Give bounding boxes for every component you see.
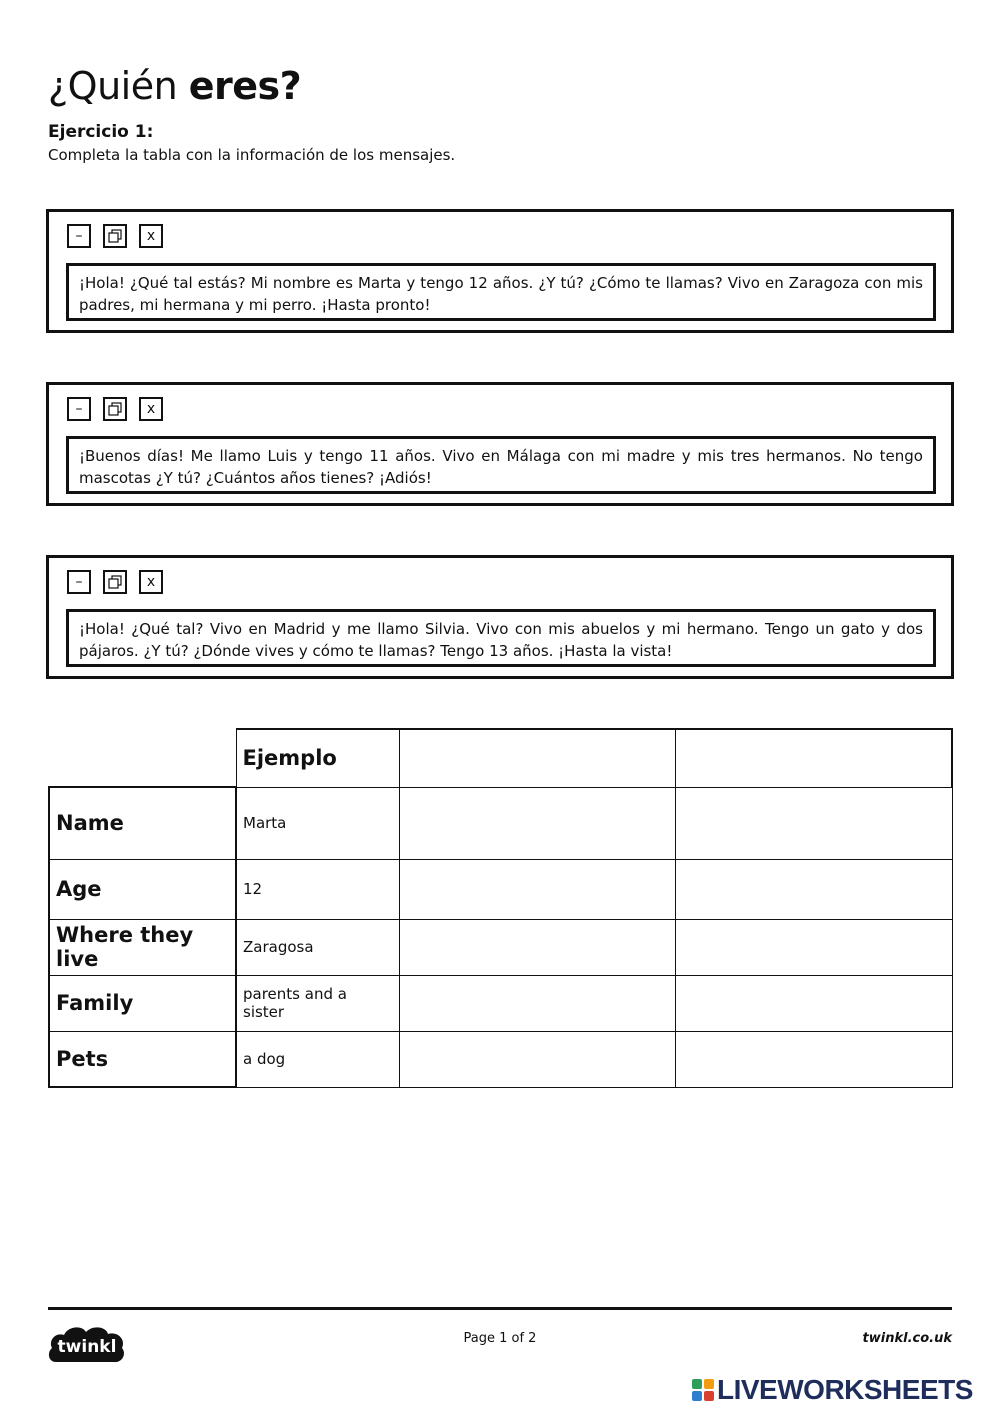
message-window-1 xyxy=(46,209,954,333)
answer-cell-where-1[interactable] xyxy=(399,919,675,975)
window-controls xyxy=(67,397,163,421)
answer-cell-name-2[interactable] xyxy=(675,787,952,859)
footer-divider xyxy=(48,1307,952,1310)
row-label-pets: Pets xyxy=(49,1031,236,1087)
page-number: Page 1 of 2 xyxy=(463,1331,537,1346)
example-value-pets: a dog xyxy=(236,1031,399,1087)
table-row-age xyxy=(49,859,952,919)
exercise-label: Ejercicio 1: xyxy=(48,122,154,142)
liveworksheets-icon xyxy=(692,1379,714,1401)
close-icon: x xyxy=(139,397,163,421)
message-text-2: ¡Buenos días! Me llamo Luis y tengo 11 años. Vivo en Málaga con mi madre y mis tres hermanos. No tengo mascotas ¿Y tú? ¿Cuántos años tienes? ¡Adiós! xyxy=(66,436,936,494)
restore-icon xyxy=(103,397,127,421)
header-example: Ejemplo xyxy=(236,729,399,787)
window-controls xyxy=(67,224,163,248)
table-row-family xyxy=(49,975,952,1031)
message-text-1: ¡Hola! ¿Qué tal estás? Mi nombre es Marta y tengo 12 años. ¿Y tú? ¿Cómo te llamas? Vivo en Zaragoza con mis padres, mi hermana y mi perro. ¡Hasta pronto! xyxy=(66,263,936,321)
answer-cell-age-2[interactable] xyxy=(675,859,952,919)
answer-cell-family-2[interactable] xyxy=(675,975,952,1031)
page-title xyxy=(48,64,301,108)
message-window-3 xyxy=(46,555,954,679)
table-row-pets xyxy=(49,1031,952,1087)
restore-icon xyxy=(103,570,127,594)
close-icon: x xyxy=(139,570,163,594)
row-label-age: Age xyxy=(49,859,236,919)
table-header-row xyxy=(49,729,952,787)
liveworksheets-text: LIVEWORKSHEETS xyxy=(717,1374,973,1405)
liveworksheets-logo xyxy=(692,1374,973,1406)
exercise-instruction: Completa la tabla con la información de los mensajes. xyxy=(48,146,456,164)
answer-cell-where-2[interactable] xyxy=(675,919,952,975)
answer-table xyxy=(48,728,953,1088)
answer-cell-name-1[interactable] xyxy=(399,787,675,859)
site-url: twinkl.co.uk xyxy=(862,1331,952,1346)
message-window-2 xyxy=(46,382,954,506)
example-value-name: Marta xyxy=(236,787,399,859)
minimize-icon: – xyxy=(67,224,91,248)
answer-cell-age-1[interactable] xyxy=(399,859,675,919)
title-bold: eres? xyxy=(188,64,302,108)
row-label-name: Name xyxy=(49,787,236,859)
row-label-family: Family xyxy=(49,975,236,1031)
table-row-where xyxy=(49,919,952,975)
twinkl-logo xyxy=(46,1322,128,1370)
answer-cell-pets-1[interactable] xyxy=(399,1031,675,1087)
restore-icon xyxy=(103,224,127,248)
answer-column-1-header[interactable] xyxy=(399,729,675,787)
example-value-where: Zaragosa xyxy=(236,919,399,975)
answer-cell-family-1[interactable] xyxy=(399,975,675,1031)
window-controls xyxy=(67,570,163,594)
title-light: ¿Quién xyxy=(48,64,189,108)
twinkl-logo-text: twinkl xyxy=(57,1337,117,1357)
row-label-where: Where they live xyxy=(49,919,236,975)
minimize-icon: – xyxy=(67,570,91,594)
answer-column-2-header[interactable] xyxy=(675,729,952,787)
minimize-icon: – xyxy=(67,397,91,421)
example-value-age: 12 xyxy=(236,859,399,919)
message-text-3: ¡Hola! ¿Qué tal? Vivo en Madrid y me llamo Silvia. Vivo con mis abuelos y mi hermano. Tengo un gato y dos pájaros. ¿Y tú? ¿Dónde vives y cómo te llamas? Tengo 13 años. ¡Hasta la vista! xyxy=(66,609,936,667)
close-icon: x xyxy=(139,224,163,248)
example-value-family: parents and a sister xyxy=(236,975,399,1031)
table-corner xyxy=(49,729,236,787)
table-row-name xyxy=(49,787,952,859)
answer-cell-pets-2[interactable] xyxy=(675,1031,952,1087)
